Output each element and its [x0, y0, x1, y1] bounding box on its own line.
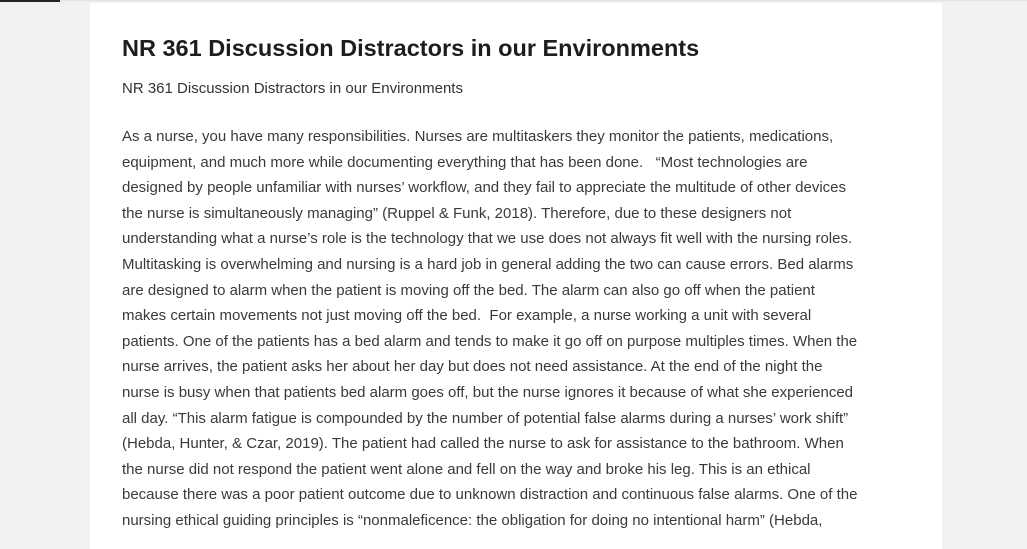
- body-line-1: As a nurse, you have many responsibilities. Nurses are multitaskers they monitor the patients, medications,: [122, 128, 834, 145]
- article-content: [122, 3, 912, 534]
- body-line-3: designed by people unfamiliar with nurses’ workflow, and they fail to appreciate the multitude of other devices: [122, 179, 847, 197]
- body-line-15: because there was a poor patient outcome due to unknown distraction and continuous false alarms. One of the: [122, 486, 858, 504]
- article-body: [122, 124, 912, 534]
- body-line-5: understanding what a nurse’s role is the technology that we use does not always fit well with the nursing roles.: [122, 230, 853, 248]
- body-line-12: all day. “This alarm fatigue is compounded by the number of potential false alarms during a nurses’ work shift”: [122, 409, 849, 427]
- body-line-4: the nurse is simultaneously managing” (Ruppel & Funk, 2018). Therefore, due to these designers not: [122, 204, 792, 222]
- body-line-6: Multitasking is overwhelming and nursing is a hard job in general adding the two can cause errors. Bed alarms: [122, 255, 854, 273]
- body-line-16: nursing ethical guiding principles is “nonmaleficence: the obligation for doing no intentional harm” (Hebda,: [122, 511, 823, 529]
- article-card: [90, 3, 942, 549]
- body-line-14: the nurse did not respond the patient went alone and fell on the way and broke his leg. This is an ethical: [122, 460, 811, 478]
- top-divider: [60, 0, 1027, 1]
- article-title: NR 361 Discussion Distractors in our Environments: [122, 35, 700, 61]
- body-line-9: patients. One of the patients has a bed alarm and tends to make it go off on purpose multiples times. When the: [122, 332, 858, 350]
- body-line-8: makes certain movements not just moving off the bed. For example, a nurse working a unit with several: [122, 307, 812, 325]
- body-line-2: equipment, and much more while documenting everything that has been done. “Most technologies are: [122, 153, 808, 171]
- body-line-10: nurse arrives, the patient asks her about her day but does not need assistance. At the end of the night the: [122, 358, 823, 376]
- article-subtitle: NR 361 Discussion Distractors in our Environments: [122, 80, 463, 97]
- body-line-13: (Hebda, Hunter, & Czar, 2019). The patient had called the nurse to ask for assistance to the bathroom. When: [122, 435, 844, 453]
- body-line-7: are designed to alarm when the patient is moving off the bed. The alarm can also go off when the patient: [122, 281, 815, 299]
- top-bar-accent: [0, 0, 60, 2]
- body-line-11: nurse is busy when that patients bed alarm goes off, but the nurse ignores it because of what she experienced: [122, 383, 854, 401]
